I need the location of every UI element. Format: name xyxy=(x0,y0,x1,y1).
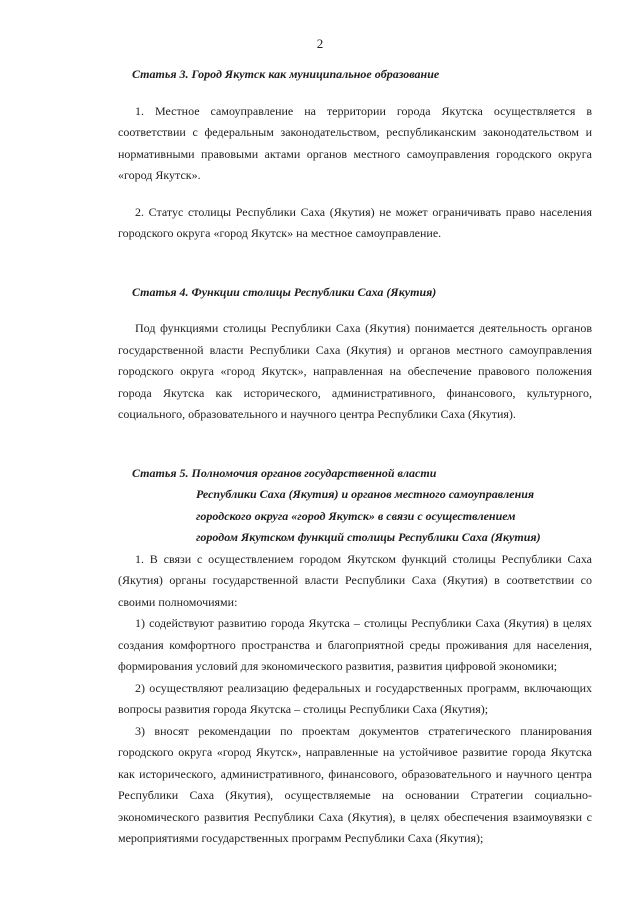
article-5-item-3: 3) вносят рекомендации по проектам документов стратегического планирования городского округа «город Якутск», направленные на устойчивое развитие города Якутска как исторического, административного, финансового, образовательного и научного центра Республики Саха (Якутия), осуществляемые на основании Стратегии социально-экономического развития Республики Саха (Якутия), в целях обеспечения взаимоувязки с мероприятиями государственных программ Республики Саха (Якутия); xyxy=(118,723,592,845)
article-5-title-line-4: городом Якутском функций столицы Республики Саха (Якутия) xyxy=(196,530,541,544)
article-3-paragraph-2: 2. Статус столицы Республики Саха (Якутия) не может ограничивать право населения городского округа «город Якутск» на местное самоуправление. xyxy=(118,204,592,240)
article-5-paragraph-1: 1. В связи с осуществлением городом Якутском функций столицы Республики Саха (Якутия) органы государственной власти Республики Саха (Якутия) в соответствии со своими полномочиями: xyxy=(118,551,592,609)
document-body xyxy=(118,64,592,850)
article-4-title xyxy=(118,282,592,304)
article-5-item-1: 1) содействуют развитию города Якутска – столицы Республики Саха (Якутия) в целях создания комфортного пространства и благоприятной среды проживания для населения, формирования условий для экономического развития, развития цифровой экономики; xyxy=(118,616,592,673)
article-5-title-line-2: Республики Саха (Якутия) и органов местного самоуправления xyxy=(196,487,535,501)
article-5-title-line-1: Статья 5. Полномочия органов государственной власти xyxy=(132,465,437,480)
article-5-title-line-3: городского округа «город Якутск» в связи с осуществлением xyxy=(196,508,516,523)
article-3-paragraph-1: 1. Местное самоуправление на территории города Якутска осуществляется в соответствии с федеральным законодательством, республиканским законодательством и нормативными правовыми актами органов местного самоуправления городского округа «город Якутск». xyxy=(118,103,592,182)
article-3-title-text: Статья 3. Город Якутск как муниципальное образование xyxy=(132,67,440,81)
article-4-title-text: Статья 4. Функции столицы Республики Саха (Якутия) xyxy=(132,284,437,299)
page-number: 2 xyxy=(316,36,324,51)
article-5-title xyxy=(118,463,592,549)
article-5-item-2: 2) осуществляют реализацию федеральных и государственных программ, включающих вопросы развития города Якутска – столицы Республики Саха (Якутия); xyxy=(118,680,592,716)
article-4-paragraph-1: Под функциями столицы Республики Саха (Якутия) понимается деятельность органов государственной власти Республики Саха (Якутия) и органов местного самоуправления городского округа «город Якутск», направленная на обеспечение правового положения города Якутска как исторического, административного, финансового, культурного, социального, образовательного и научного центра Республики Саха (Якутия). xyxy=(118,321,592,421)
article-3-title xyxy=(118,64,592,86)
